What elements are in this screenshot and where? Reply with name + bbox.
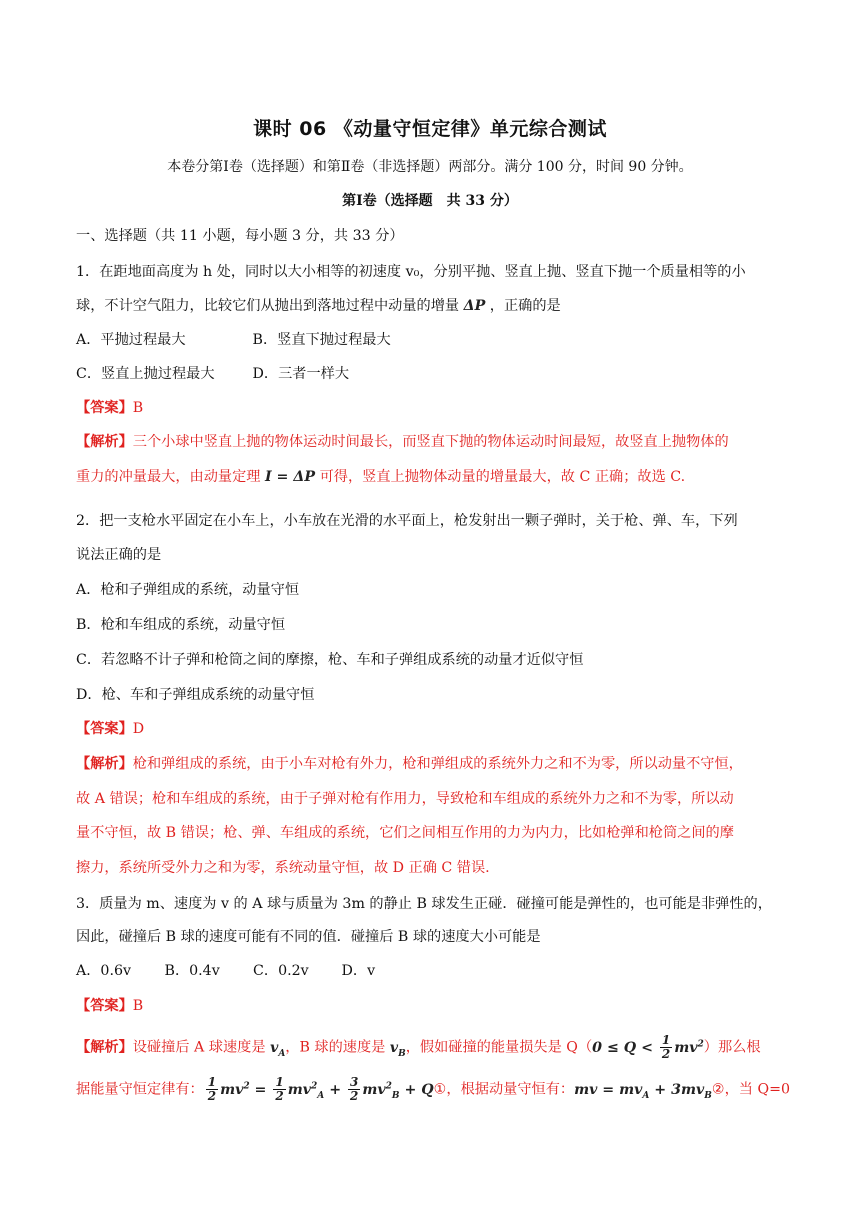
- analysis-text: ①，根据动量守恒有：: [433, 1081, 575, 1098]
- q1-option-d: D．三者一样大: [252, 366, 350, 382]
- q3-option-b: B．0.4v: [164, 963, 220, 979]
- answer-value: B: [132, 400, 144, 416]
- velocity-va: $v_A$: [270, 1039, 286, 1059]
- q1-option-b: B．竖直下抛过程最大: [252, 332, 391, 348]
- q2-option-b: B．枪和车组成的系统，动量守恒: [76, 617, 286, 633]
- q1-analysis-line2: [76, 467, 792, 487]
- q2-stem-line1: 2．把一支枪水平固定在小车上，小车放在光滑的水平面上，枪发射出一颗子弹时，关于枪、弹、车，下列: [76, 513, 738, 529]
- q2-analysis-line3: 量不守恒，故 B 错误；枪、弹、车组成的系统，它们之间相互作用的力为内力，比如枪弹和枪筒之间的摩: [76, 825, 734, 841]
- analysis-text: 重力的冲量最大，由动量定理: [76, 469, 261, 485]
- q1-answer: [76, 398, 792, 418]
- analysis-text: ）那么根: [703, 1039, 761, 1056]
- momentum-conservation-formula: mv = $mv_A + 3mv_B$: [574, 1081, 712, 1101]
- answer-value: D: [132, 721, 145, 737]
- q3-stem-line1: 3．质量为 m、速度为 v 的 A 球与质量为 3m 的静止 B 球发生正碰．碰撞可能是弹性的，也可能是非弹性的，: [76, 896, 772, 912]
- volume-heading: 第Ⅰ卷（选择题 共 33 分）: [342, 193, 518, 209]
- q2-option-a: A．枪和子弹组成的系统，动量守恒: [76, 582, 300, 598]
- q3-answer: [76, 996, 792, 1016]
- q1-options-row1: [76, 330, 792, 350]
- analysis-text: 设碰撞后 A 球速度是: [132, 1039, 266, 1056]
- analysis-tag: 【解析】: [76, 1039, 133, 1056]
- q2-answer: [76, 719, 792, 739]
- q1-option-a: A．平抛过程最大: [76, 332, 186, 348]
- energy-loss-range: 0 ≤ Q < $\frac{1}{2}$ $mv^2$: [592, 1033, 704, 1062]
- q1-delta-p-symbol: ΔP: [463, 298, 486, 314]
- energy-conservation-formula: $\frac{1}{2}$ $mv^2$ = $\frac{1}{2}$ $mv^2_A$ + $\frac{3}{2}$ $mv^2_B + Q$: [207, 1075, 434, 1104]
- q3-analysis-line1: [76, 1034, 792, 1064]
- analysis-text: ②，当 Q=0: [711, 1081, 791, 1098]
- analysis-text: ，假如碰撞的能量损失是 Q（: [405, 1039, 593, 1056]
- velocity-vb: $v_B$: [389, 1039, 406, 1059]
- section-heading: 一、选择题（共 11 小题，每小题 3 分，共 33 分）: [76, 228, 404, 244]
- analysis-text: 枪和弹组成的系统，由于小车对枪有外力，枪和弹组成的系统外力之和不为零，所以动量不守恒，: [132, 756, 743, 772]
- analysis-text: ，B 球的速度是: [285, 1039, 386, 1056]
- analysis-tag: 【解析】: [76, 434, 133, 450]
- q1-stem-line2: [76, 296, 792, 316]
- q2-analysis-line1: [76, 754, 792, 774]
- q3-analysis-line2: [76, 1076, 792, 1106]
- q2-analysis-line2: 故 A 错误；枪和车组成的系统，由于子弹对枪有作用力，导致枪和车组成的系统外力之和不为零，所以动: [76, 791, 734, 807]
- impulse-formula: I = ΔP: [264, 469, 316, 485]
- q3-options: [76, 961, 792, 981]
- answer-tag: 【答案】: [76, 400, 133, 416]
- q1-options-row2: [76, 364, 792, 384]
- q1-stem-text-b: ，正确的是: [489, 298, 561, 314]
- q3-option-d: D．v: [341, 963, 376, 979]
- exam-description: 本卷分第Ⅰ卷（选择题）和第Ⅱ卷（非选择题）两部分。满分 100 分，时间 90 分钟。: [167, 159, 693, 175]
- page-title: 课时 06 《动量守恒定律》单元综合测试: [253, 118, 607, 140]
- q2-stem-line2: 说法正确的是: [76, 547, 162, 563]
- q2-option-d: D．枪、车和子弹组成系统的动量守恒: [76, 687, 315, 703]
- q3-stem-line2: 因此，碰撞后 B 球的速度可能有不同的值．碰撞后 B 球的速度大小可能是: [76, 929, 541, 945]
- q3-option-a: A．0.6v: [76, 963, 132, 979]
- q3-option-c: C．0.2v: [253, 963, 309, 979]
- q1-option-c: C．竖直上抛过程最大: [76, 366, 215, 382]
- analysis-text: 可得，竖直上抛物体动量的增量最大，故 C 正确；故选 C.: [319, 469, 686, 485]
- q1-analysis-line1: [76, 432, 792, 452]
- q2-analysis-line4: 擦力，系统所受外力之和为零，系统动量守恒，故 D 正确 C 错误.: [76, 860, 490, 876]
- analysis-text: 据能量守恒定律有：: [76, 1081, 204, 1098]
- answer-tag: 【答案】: [76, 998, 133, 1014]
- q1-stem-line1: 1．在距地面高度为 h 处，同时以大小相等的初速度 v₀，分别平抛、竖直上抛、竖直下抛一个质量相等的小: [76, 264, 746, 280]
- answer-tag: 【答案】: [76, 721, 133, 737]
- analysis-tag: 【解析】: [76, 756, 133, 772]
- answer-value: B: [132, 998, 144, 1014]
- q2-option-c: C．若忽略不计子弹和枪筒之间的摩擦，枪、车和子弹组成系统的动量才近似守恒: [76, 652, 584, 668]
- q1-stem-text-a: 球，不计空气阻力，比较它们从抛出到落地过程中动量的增量: [76, 298, 460, 314]
- analysis-text: 三个小球中竖直上抛的物体运动时间最长，而竖直下抛的物体运动时间最短，故竖直上抛物体的: [132, 434, 729, 450]
